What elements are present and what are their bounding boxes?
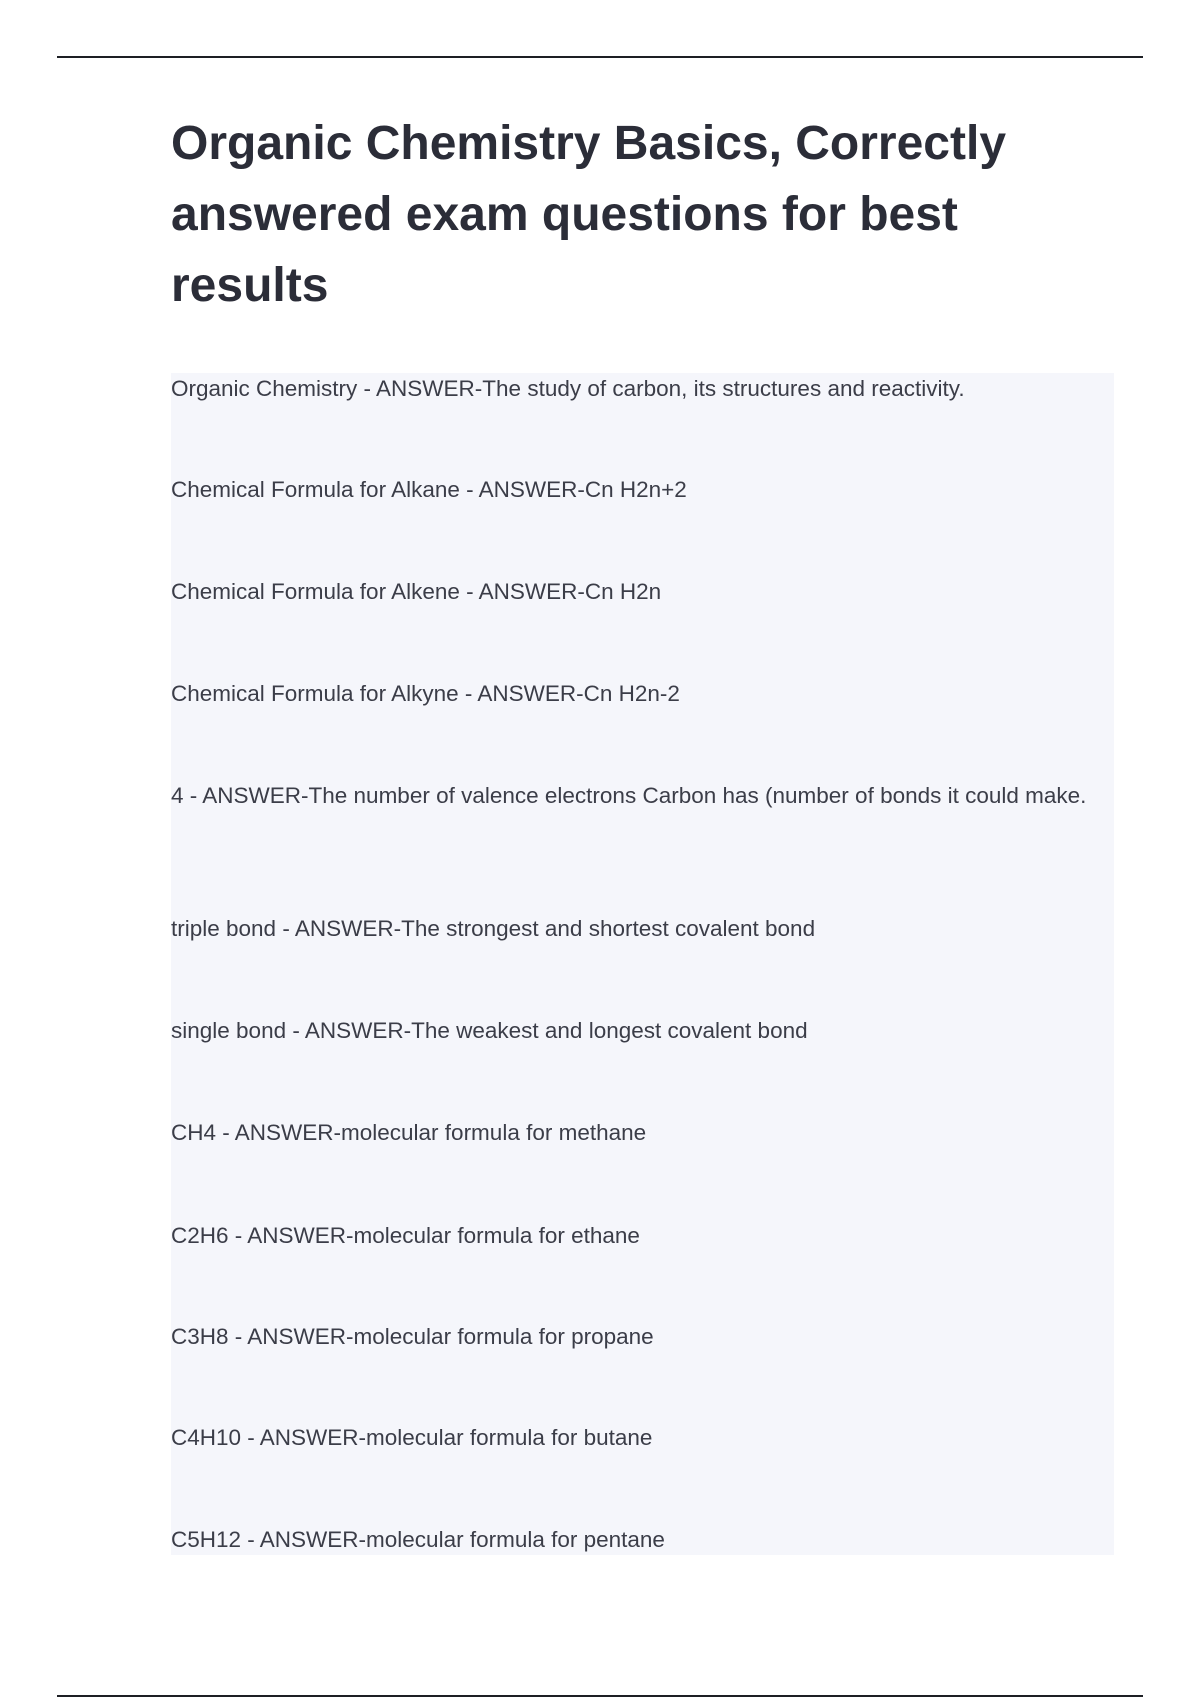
qa-item-pentane: C5H12 - ANSWER-molecular formula for pentane — [171, 1527, 665, 1552]
bottom-divider — [57, 1695, 1143, 1697]
qa-item-butane: C4H10 - ANSWER-molecular formula for butane — [171, 1425, 653, 1450]
qa-item-alkyne-formula: Chemical Formula for Alkyne - ANSWER-Cn H2n-2 — [171, 681, 680, 706]
qa-item-organic-chemistry: Organic Chemistry - ANSWER-The study of carbon, its structures and reactivity. — [171, 376, 965, 401]
qa-panel — [171, 373, 1114, 1555]
qa-item-methane: CH4 - ANSWER-molecular formula for methane — [171, 1120, 647, 1145]
qa-item-valence-electrons: 4 - ANSWER-The number of valence electrons Carbon has (number of bonds it could make. — [171, 783, 1087, 808]
qa-item-ethane: C2H6 - ANSWER-molecular formula for ethane — [171, 1223, 640, 1248]
qa-item-single-bond: single bond - ANSWER-The weakest and longest covalent bond — [171, 1018, 808, 1043]
qa-item-triple-bond: triple bond - ANSWER-The strongest and shortest covalent bond — [171, 916, 816, 941]
qa-item-alkane-formula: Chemical Formula for Alkane - ANSWER-Cn H2n+2 — [171, 477, 687, 502]
qa-item-propane: C3H8 - ANSWER-molecular formula for propane — [171, 1324, 654, 1349]
qa-item-alkene-formula: Chemical Formula for Alkene - ANSWER-Cn H2n — [171, 579, 662, 604]
page-title: Organic Chemistry Basics, Correctly answered exam questions for best results — [171, 117, 1007, 312]
top-divider — [57, 56, 1143, 58]
